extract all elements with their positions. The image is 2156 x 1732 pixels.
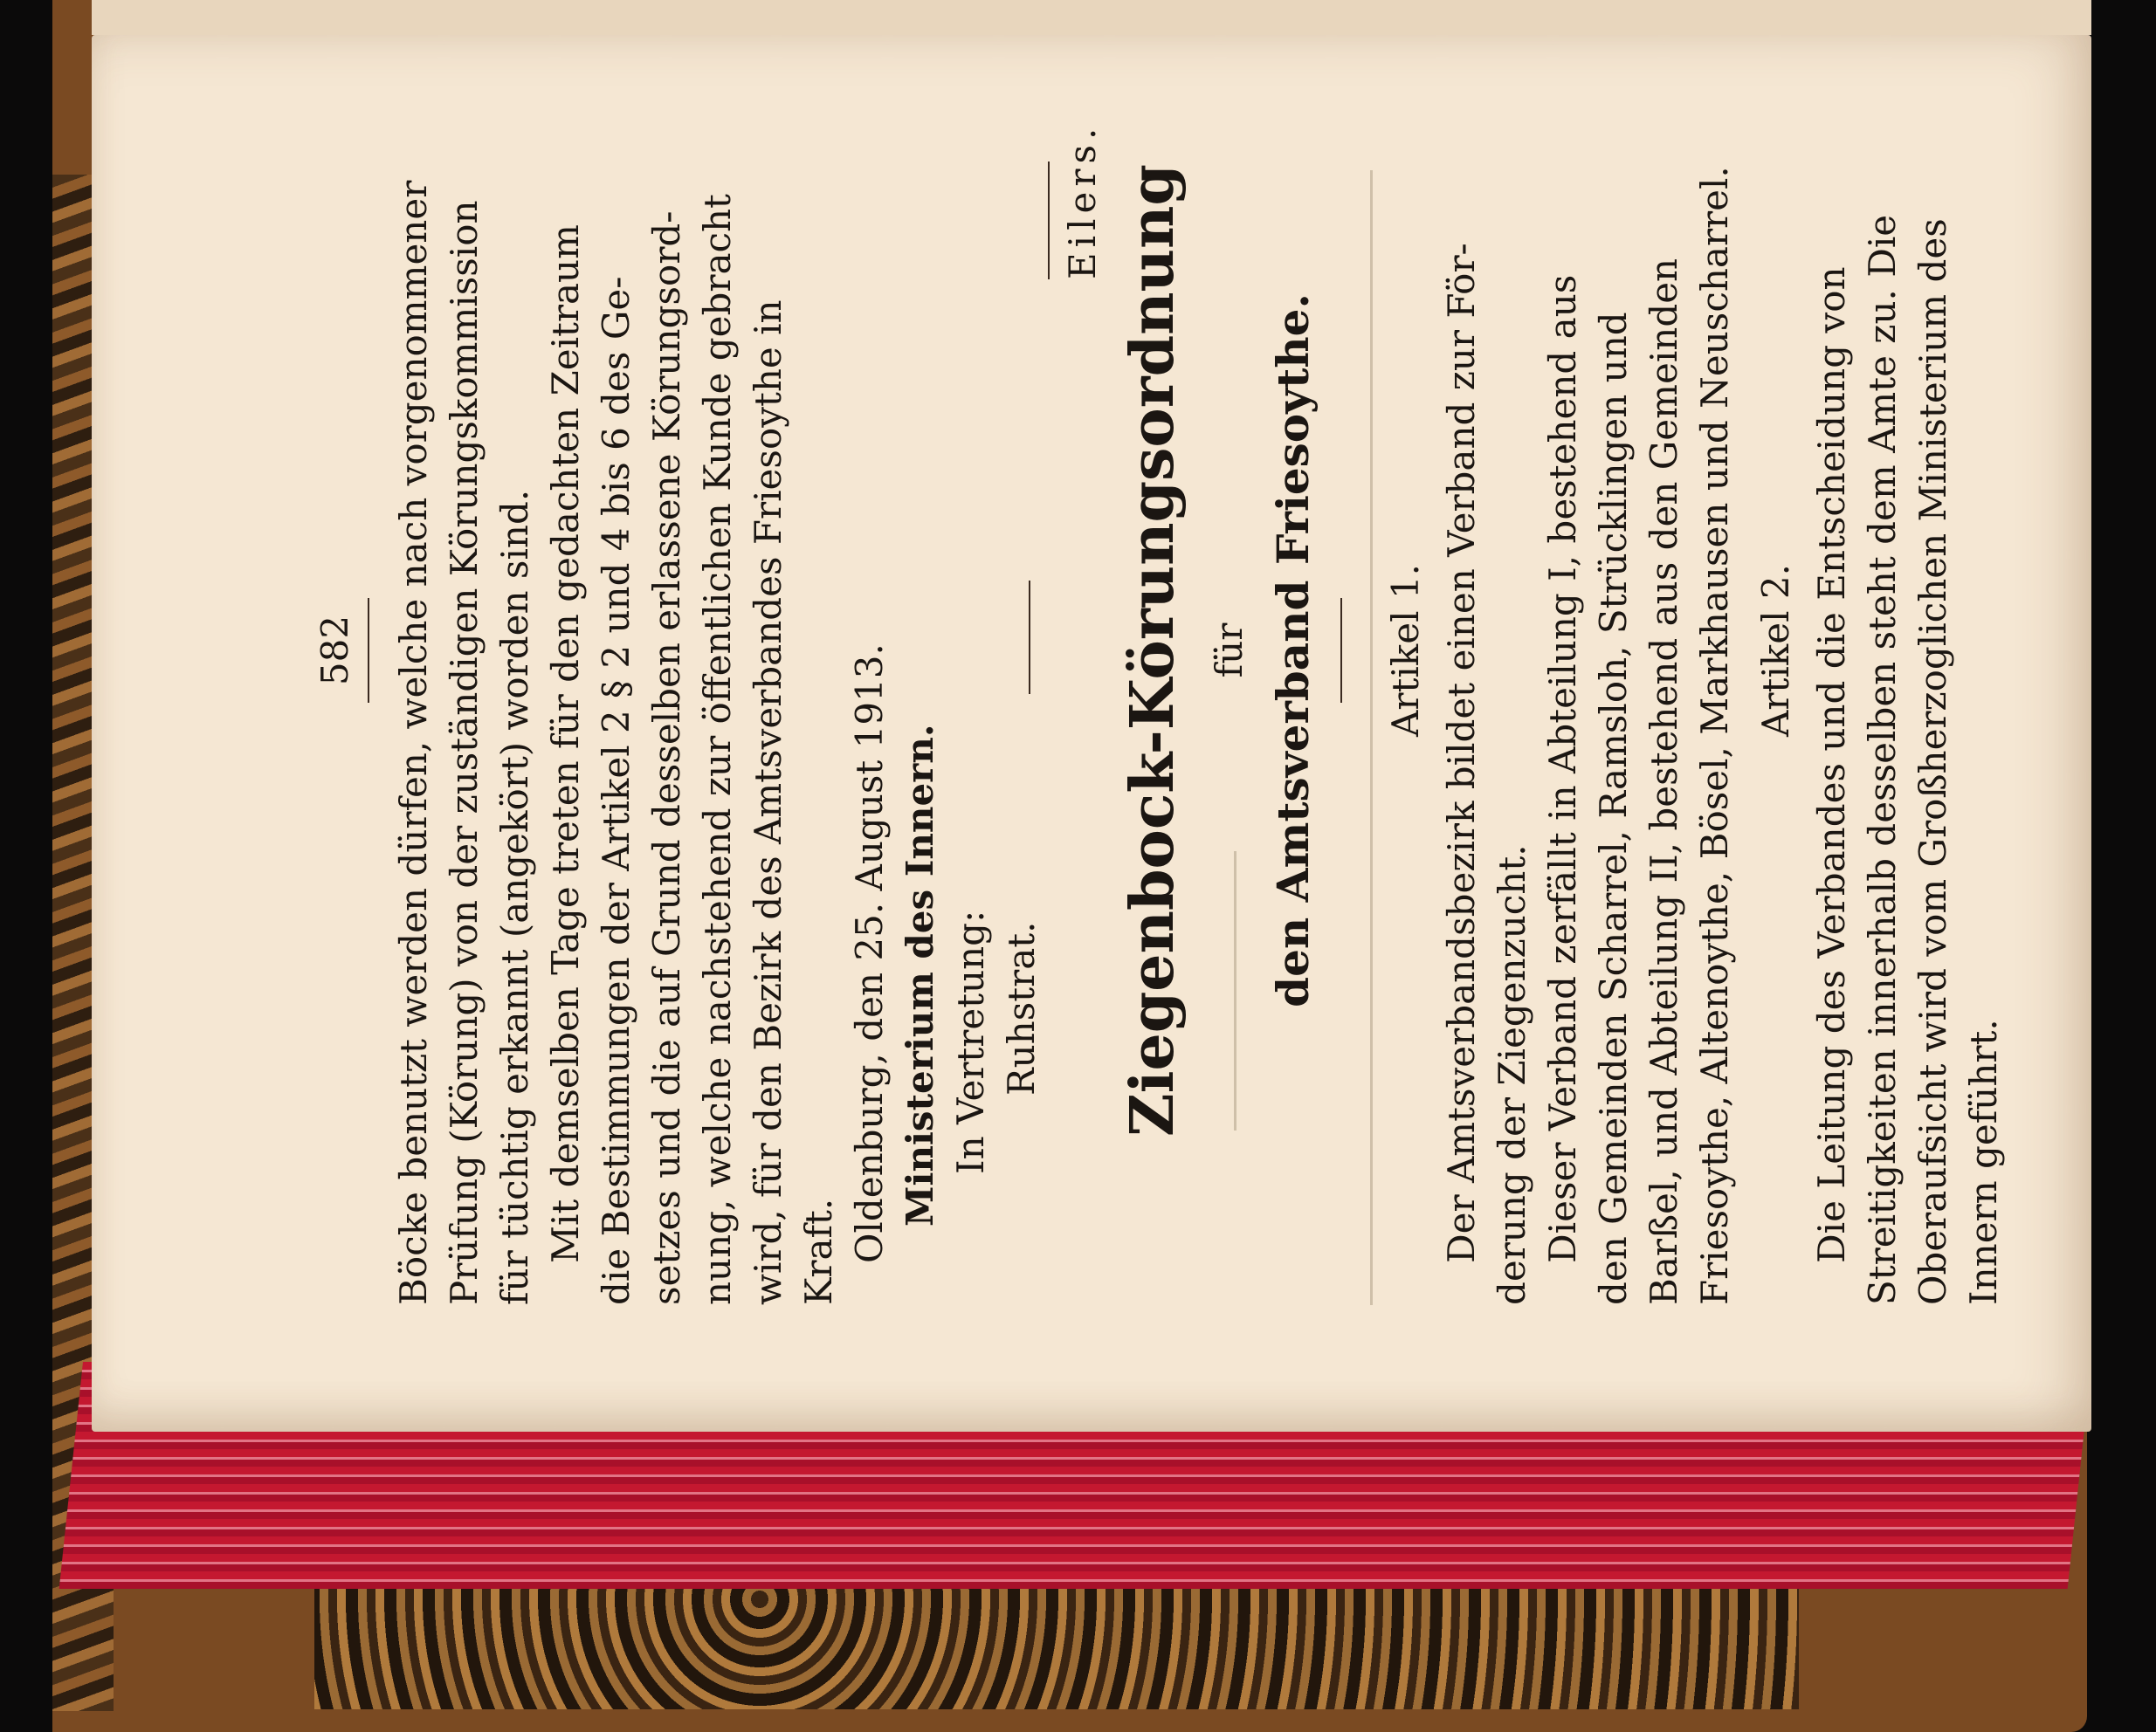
- para1-line: für tüchtig erkannt (angekört) worden sind.: [493, 489, 536, 1305]
- signature-rule: [1029, 581, 1030, 694]
- signer-name: Eilers.: [1061, 122, 1104, 279]
- para2-line: Kraft.: [797, 1198, 840, 1305]
- book-page: [92, 35, 2091, 1432]
- article2-line: Oberaufsicht wird vom Großherzoglichen Ministerium des: [1911, 218, 1954, 1305]
- para2-line: nung, welche nachstehend zur öffentlichen Kunde gebracht: [696, 194, 739, 1305]
- signature-rule: [1048, 162, 1050, 279]
- para1-line: Böcke benutzt werden dürfen, welche nach vorgenommener: [392, 180, 435, 1305]
- article2-heading: Artikel 2.: [1754, 564, 1797, 737]
- title-connector: für: [1208, 622, 1250, 678]
- article1-line: Dieser Verband zerfällt in Abteilung I, bestehend aus: [1541, 274, 1584, 1263]
- article1-line: Der Amtsverbandsbezirk bildet einen Verband zur För-: [1440, 243, 1483, 1263]
- article2-line: Die Leitung des Verbandes und die Entscheidung von: [1810, 266, 1853, 1263]
- para2-line: wird, für den Bezirk des Amtsverbandes Friesoythe in: [747, 299, 789, 1305]
- date-line: Oldenburg, den 25. August 1913.: [848, 643, 891, 1263]
- header-rule: [368, 598, 369, 703]
- para2-line: die Bestimmungen der Artikel 2 § 2 und 4 bis 6 des Ge-: [595, 276, 637, 1305]
- page-number: 582: [313, 615, 356, 686]
- article1-line: Friesoythe, Altenoythe, Bösel, Markhausen und Neuscharrel.: [1693, 166, 1736, 1305]
- signer-name: Ruhstrat.: [1000, 921, 1043, 1096]
- article2-line: Streitigkeiten innerhalb desselben steht dem Amte zu. Die: [1861, 214, 1904, 1305]
- document-subtitle: den Amtsverband Friesoythe.: [1267, 293, 1319, 1007]
- article2-line: Innern geführt.: [1962, 1019, 2005, 1305]
- section-rule-long: [1370, 170, 1373, 1305]
- ministry-line: Ministerium des Innern.: [899, 724, 941, 1227]
- document-title: Ziegenbock-Körungsordnung: [1118, 164, 1188, 1137]
- representation-line: In Vertretung:: [949, 910, 992, 1174]
- article1-line: den Gemeinden Scharrel, Ramsloh, Strücklingen und: [1592, 312, 1635, 1305]
- para2-line: Mit demselben Tage treten für den gedachten Zeitraum: [544, 224, 587, 1263]
- section-rule: [1340, 598, 1342, 703]
- page-text-rotated: [310, 0, 2156, 1305]
- para1-line: Prüfung (Körung) von der zuständigen Körungskommission: [443, 200, 486, 1305]
- article1-heading: Artikel 1.: [1384, 564, 1427, 737]
- para2-line: setzes und die auf Grund desselben erlassene Körungsord-: [645, 210, 688, 1305]
- article1-line: derung der Ziegenzucht.: [1491, 844, 1533, 1305]
- article1-line: Barßel, und Abteilung II, bestehend aus den Gemeinden: [1643, 258, 1685, 1305]
